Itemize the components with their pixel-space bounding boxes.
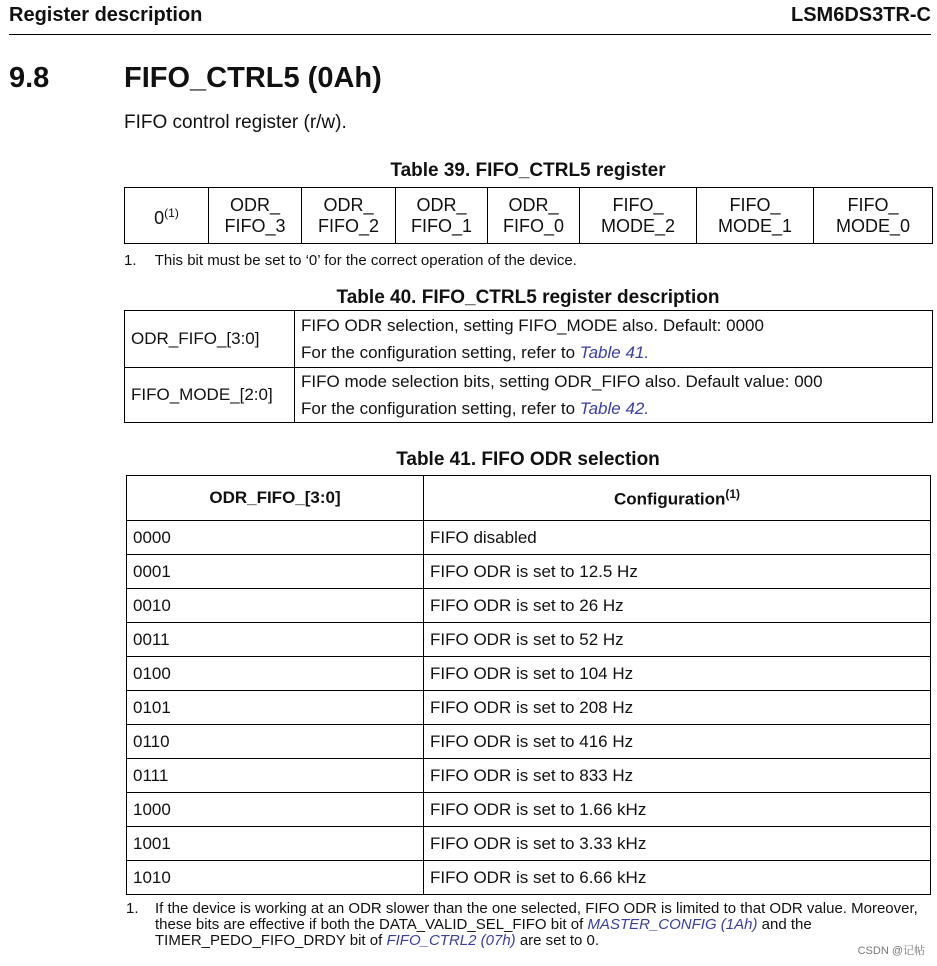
- odr-code-cell: 1000: [127, 793, 424, 827]
- fifo-odr-table: [126, 475, 931, 895]
- bit-label-line1: ODR_: [323, 194, 374, 215]
- bit-4-cell: [396, 188, 488, 244]
- bit-label-line1: FIFO_: [612, 194, 664, 215]
- configuration-cell: FIFO ODR is set to 416 Hz: [424, 725, 931, 759]
- fifo-odr-table-body: [127, 521, 931, 895]
- bit-label-line1: ODR_: [229, 194, 280, 215]
- odr-code-cell: 0101: [127, 691, 424, 725]
- bit-label-line2: FIFO_1: [410, 215, 472, 236]
- table-40-caption: Table 40. FIFO_CTRL5 register description: [336, 287, 720, 308]
- table-39-footnote: [124, 252, 577, 269]
- column-header-odr-fifo: ODR_FIFO_[3:0]: [127, 476, 424, 521]
- header-divider: [9, 34, 931, 35]
- odr-code-cell: 0111: [127, 759, 424, 793]
- footnote-number: 1.: [124, 252, 137, 269]
- bit-label-line2: FIFO_3: [224, 215, 286, 236]
- configuration-cell: FIFO ODR is set to 52 Hz: [424, 623, 931, 657]
- footnote-text-part: are set to 0.: [515, 932, 600, 949]
- table-39-caption: Table 39. FIFO_CTRL5 register: [390, 160, 666, 181]
- footnote-text: [155, 901, 935, 949]
- odr-code-cell: 0010: [127, 589, 424, 623]
- table-row: [127, 657, 931, 691]
- running-header-title: Register description: [9, 4, 203, 26]
- configuration-label: Configuration: [613, 489, 726, 509]
- table-41-caption: Table 41. FIFO ODR selection: [396, 449, 660, 470]
- odr-code-cell: 0011: [127, 623, 424, 657]
- configuration-cell: FIFO ODR is set to 6.66 kHz: [424, 861, 931, 895]
- configuration-cell: FIFO ODR is set to 1.66 kHz: [424, 793, 931, 827]
- table-row: [127, 827, 931, 861]
- configuration-cell: FIFO ODR is set to 104 Hz: [424, 657, 931, 691]
- table-row: [127, 691, 931, 725]
- table-row: [125, 368, 933, 423]
- table-row: [127, 623, 931, 657]
- table-41-footnote: [126, 901, 935, 949]
- table-41-link[interactable]: Table 41.: [579, 343, 650, 362]
- odr-code-cell: 0001: [127, 555, 424, 589]
- bit-6-cell: [209, 188, 302, 244]
- table-row: [127, 759, 931, 793]
- footnote-ref-link[interactable]: (1): [725, 486, 741, 501]
- reference-prefix: For the configuration setting, refer to: [301, 343, 580, 362]
- footnote-text-part: If the device is working at an ODR slower than the one selected, FIFO ODR is limited to that ODR value. Moreover, these bits are effective if both the DATA_VALID_SEL_FIFO bit of: [155, 900, 918, 933]
- bit-label-line2: FIFO_2: [317, 215, 379, 236]
- bit-1-cell: [697, 188, 814, 244]
- configuration-cell: FIFO ODR is set to 208 Hz: [424, 691, 931, 725]
- bit-7-cell: [125, 188, 209, 244]
- field-name: FIFO_MODE_[2:0]: [125, 368, 295, 423]
- section-intro: FIFO control register (r/w).: [124, 112, 347, 133]
- footnote-number: 1.: [126, 900, 139, 917]
- document-part-number: LSM6DS3TR-C: [790, 4, 931, 26]
- configuration-cell: FIFO ODR is set to 3.33 kHz: [424, 827, 931, 861]
- bit-label-line1: ODR_: [508, 194, 559, 215]
- master-config-link[interactable]: MASTER_CONFIG (1Ah): [587, 916, 758, 933]
- table-row: [127, 555, 931, 589]
- bit-2-cell: [580, 188, 697, 244]
- bit-5-cell: [302, 188, 396, 244]
- bit-label-line2: MODE_2: [600, 215, 676, 236]
- footnote-ref-link[interactable]: (1): [164, 205, 179, 220]
- bit-label-line1: FIFO_: [729, 194, 781, 215]
- bit-3-cell: [488, 188, 580, 244]
- bit-label-line2: MODE_1: [717, 215, 793, 236]
- odr-code-cell: 0110: [127, 725, 424, 759]
- description-line: FIFO ODR selection, setting FIFO_MODE also. Default: 0000: [301, 316, 764, 335]
- fifo-ctrl2-link[interactable]: FIFO_CTRL2 (07h): [386, 932, 516, 949]
- table-42-link[interactable]: Table 42.: [579, 399, 650, 418]
- bit-label-line2: FIFO_0: [502, 215, 564, 236]
- field-description: [295, 311, 933, 368]
- column-header-configuration: [424, 476, 931, 521]
- table-header-row: [127, 476, 931, 521]
- description-reference: [301, 395, 926, 422]
- bit-label-line1: ODR_: [416, 194, 467, 215]
- table-row: [127, 725, 931, 759]
- table-row: [127, 521, 931, 555]
- footnote-text: This bit must be set to ‘0’ for the correct operation of the device.: [154, 252, 577, 269]
- field-name: ODR_FIFO_[3:0]: [125, 311, 295, 368]
- bit-7-value: 0: [154, 207, 165, 228]
- reference-prefix: For the configuration setting, refer to: [301, 399, 580, 418]
- configuration-cell: FIFO ODR is set to 833 Hz: [424, 759, 931, 793]
- section-title: FIFO_CTRL5 (0Ah): [124, 62, 382, 94]
- table-row: [127, 793, 931, 827]
- field-description: [295, 368, 933, 423]
- bit-0-cell: [814, 188, 933, 244]
- watermark: CSDN @记帖: [857, 945, 925, 957]
- configuration-cell: FIFO disabled: [424, 521, 931, 555]
- table-row: [127, 589, 931, 623]
- description-reference: [301, 339, 926, 366]
- register-bit-table: [124, 187, 933, 244]
- bit-label-line1: FIFO_: [847, 194, 899, 215]
- configuration-cell: FIFO ODR is set to 12.5 Hz: [424, 555, 931, 589]
- section-number: 9.8: [9, 62, 50, 94]
- register-description-table: [124, 310, 933, 423]
- bit-label-line2: MODE_0: [835, 215, 911, 236]
- odr-code-cell: 1010: [127, 861, 424, 895]
- odr-code-cell: 0100: [127, 657, 424, 691]
- odr-code-cell: 0000: [127, 521, 424, 555]
- footnote-text-part: and the TIMER_PEDO_FIFO_DRDY bit of: [155, 916, 812, 949]
- odr-code-cell: 1001: [127, 827, 424, 861]
- table-row: [125, 311, 933, 368]
- configuration-cell: FIFO ODR is set to 26 Hz: [424, 589, 931, 623]
- description-line: FIFO mode selection bits, setting ODR_FIFO also. Default value: 000: [301, 372, 823, 391]
- register-bit-row: [125, 188, 933, 244]
- table-row: [127, 861, 931, 895]
